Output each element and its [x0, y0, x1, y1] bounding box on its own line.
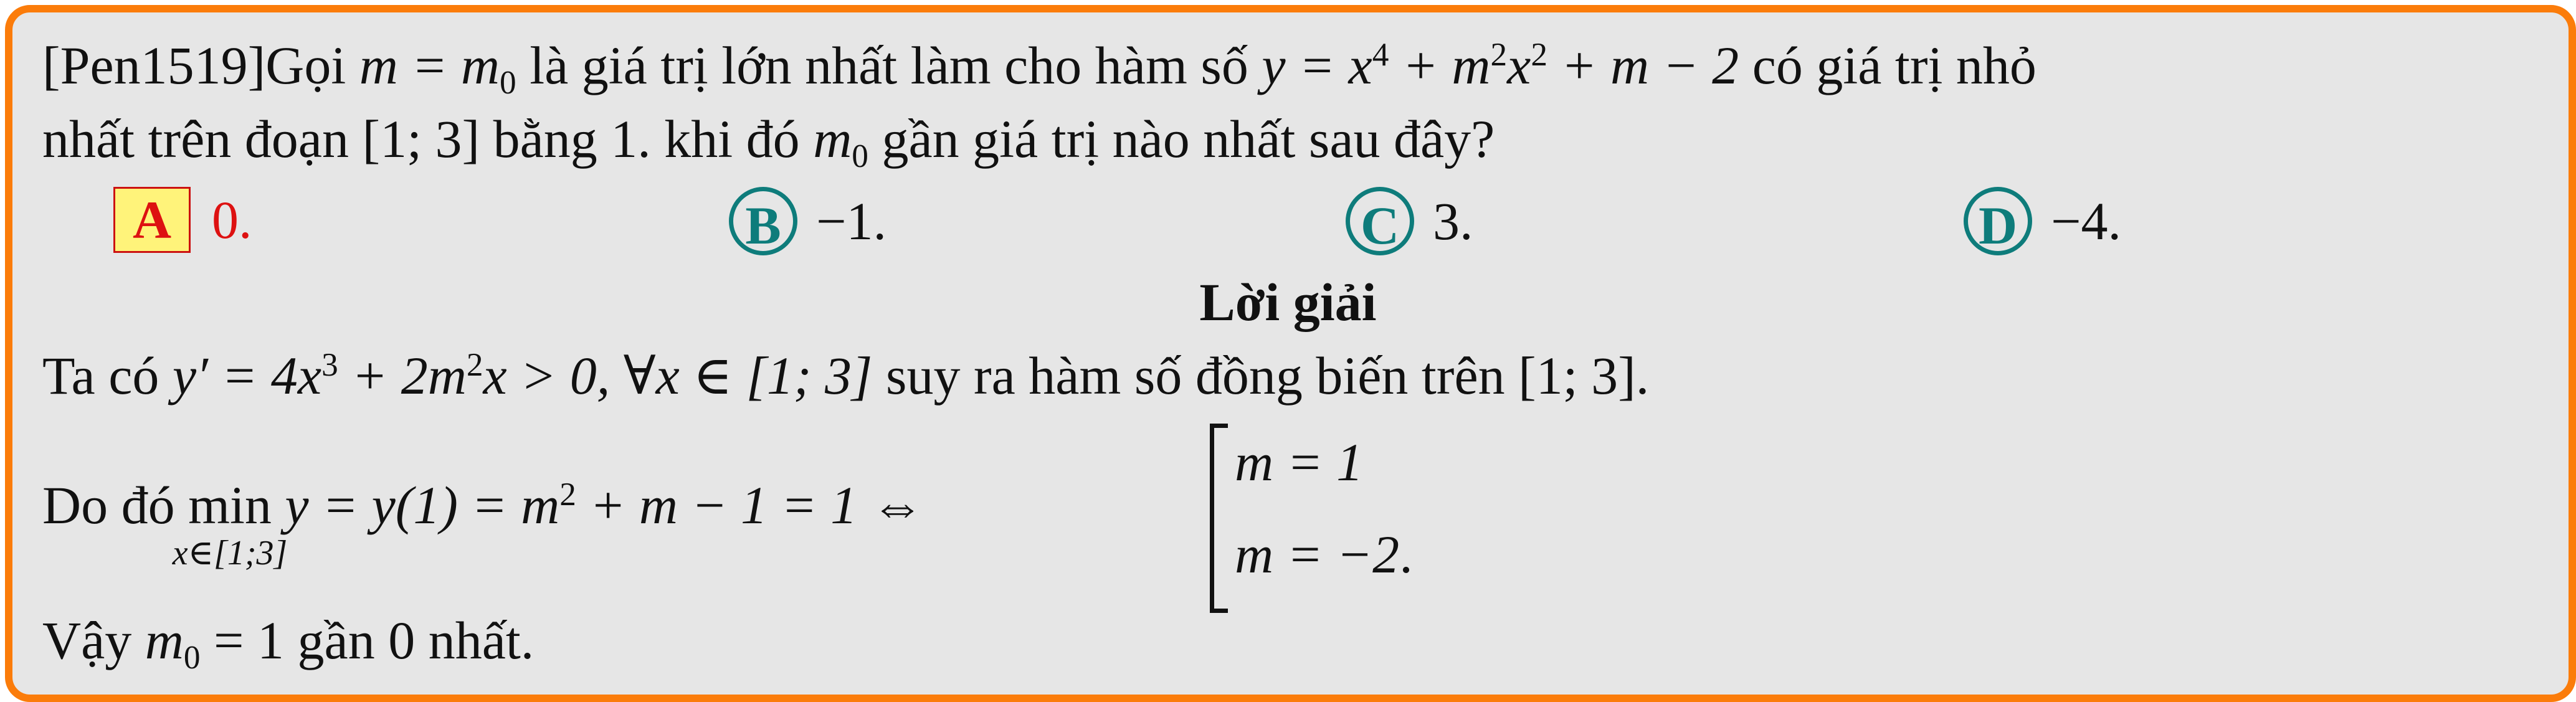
- solution-heading: Lời giải: [1199, 272, 1377, 332]
- option-d-badge: D: [1964, 187, 2032, 255]
- option-c-value: 3.: [1433, 191, 1473, 251]
- function-expression: $y = x^4 + m^2x^2 + m - 2$: [1262, 35, 1739, 95]
- option-a[interactable]: [113, 187, 252, 253]
- system-eq-2: m = −2.: [1235, 524, 1413, 584]
- bracket-icon: [1210, 424, 1228, 613]
- option-d[interactable]: [1964, 187, 2121, 255]
- problem-line-1: [Pen1519]Gọi $m = m_0$ là giá trị lớn nhất làm cho hàm số $y = x^4 + m^2x^2 + m - 2$ có giá trị nhỏ: [42, 35, 2037, 101]
- m-equals-m0: $m = m_0$: [359, 36, 516, 101]
- option-b-value: −1.: [816, 191, 887, 251]
- system-eq-1: m = 1: [1235, 432, 1364, 492]
- solution-line-1: Ta có $y' = 4x^3 + 2m^2x > 0$, ∀x ∈ [1; 3] suy ra hàm số đồng biến trên [1; 3].: [42, 345, 1650, 406]
- option-c-badge: C: [1346, 187, 1414, 255]
- option-c[interactable]: [1346, 187, 1473, 255]
- option-b-badge: B: [729, 187, 797, 255]
- option-d-value: −4.: [2051, 191, 2122, 251]
- min-operator: min x∈[1;3]: [172, 475, 288, 572]
- problem-line-2: nhất trên đoạn [1; 3] bằng 1. khi đó $m_0$ gần giá trị nào nhất sau đây?: [42, 109, 1495, 174]
- option-a-badge: A: [113, 187, 191, 253]
- option-a-value: 0.: [212, 190, 252, 250]
- option-b[interactable]: [729, 187, 886, 255]
- solution-line-3: Vậy $m_0 = 1$ gần 0 nhất.: [42, 610, 535, 676]
- solution-line-2: Do đó min x∈[1;3] $y = y(1) = m^2 + m - 1 = 1$ ⇔: [42, 475, 924, 572]
